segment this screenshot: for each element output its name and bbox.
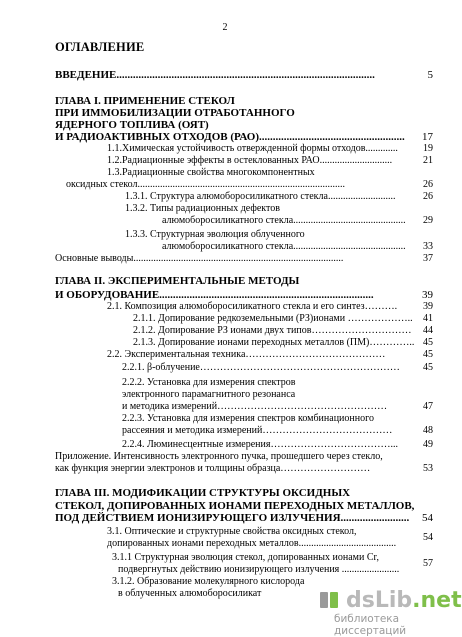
toc-page-2-2: 45 xyxy=(423,349,433,360)
toc-entry-introduction: ВВЕДЕНИЕ.............................................................................................. xyxy=(55,69,375,81)
toc-chapter1-line3: ЯДЕРНОГО ТОПЛИВА (ОЯТ) xyxy=(55,119,209,131)
toc-entry-3-1-1-line2: подвергнутых действию ионизирующего излучения ....................... xyxy=(118,564,400,575)
toc-entry-1-3-line1: 1.3.Радиационные свойства многокомпонентных xyxy=(107,167,315,178)
toc-page-conclusions: 37 xyxy=(423,253,433,264)
toc-entry-2-2-3-line1: 2.2.3. Установка для измерения спектров комбинационного xyxy=(122,413,374,424)
toc-page-2-2-4: 49 xyxy=(423,439,433,450)
toc-page-2-1: 39 xyxy=(423,301,433,312)
toc-page-chapter2: 39 xyxy=(422,289,433,301)
toc-entry-2-2-3-line2: рассеяния и методика измерений………………………………… xyxy=(122,425,393,436)
toc-page-3-1-1: 57 xyxy=(423,558,433,569)
watermark-brand-suffix: .net xyxy=(412,588,462,613)
toc-chapter3-line1: ГЛАВА III. МОДИФИКАЦИИ СТРУКТУРЫ ОКСИДНЫХ xyxy=(55,487,351,499)
toc-entry-3-1-line2: допированных ионами переходных металлов....................................... xyxy=(107,538,397,549)
toc-entry-1-3-1: 1.3.1. Структура алюмоборосиликатного стекла........................... xyxy=(125,191,396,202)
toc-page-introduction: 5 xyxy=(427,69,433,81)
toc-entry-2-2: 2.2. Экспериментальная техника…………………………………… xyxy=(107,349,386,360)
toc-entry-2-2-2-line2: электронного парамагнитного резонанса xyxy=(122,389,296,400)
toc-page-2-1-2: 44 xyxy=(423,325,433,336)
toc-heading: ОГЛАВЛЕНИЕ xyxy=(55,40,145,54)
toc-entry-2-2-2-line1: 2.2.2. Установка для измерения спектров xyxy=(122,377,296,388)
toc-page-1-3-2: 29 xyxy=(423,215,433,226)
toc-entry-conclusions: Основные выводы.................................................................................... xyxy=(55,253,344,264)
toc-entry-appendix-line1: Приложение. Интенсивность электронного пучка, прошедшего через стекло, xyxy=(55,451,383,462)
toc-entry-2-2-4: 2.2.4. Люминесцентные измерения………………………………... xyxy=(122,439,398,450)
toc-entry-1-3-2-line1: 1.3.2. Типы радиационных дефектов xyxy=(125,203,280,214)
toc-page-1-3: 26 xyxy=(423,179,433,190)
dslib-logo-icon xyxy=(318,588,342,612)
toc-entry-2-2-1: 2.2.1. β-облучение…………………………………………………… xyxy=(122,362,400,373)
toc-page-3-1: 54 xyxy=(423,532,433,543)
toc-chapter1-line1: ГЛАВА I. ПРИМЕНЕНИЕ СТЕКОЛ xyxy=(55,95,235,107)
toc-page-1-3-3: 33 xyxy=(423,241,433,252)
toc-page-1-2: 21 xyxy=(423,155,433,166)
toc-chapter1-line2: ПРИ ИММОБИЛИЗАЦИИ ОТРАБОТАННОГО xyxy=(55,107,295,119)
toc-entry-2-1: 2.1. Композиция алюмоборосиликатного стекла и его синтез………. xyxy=(107,301,398,312)
toc-chapter3-line2: СТЕКОЛ, ДОПИРОВАННЫХ ИОНАМИ ПЕРЕХОДНЫХ МЕТАЛЛОВ, xyxy=(55,500,415,512)
toc-entry-2-2-2-line3: и методика измерений…………………………………………… xyxy=(122,401,388,412)
toc-entry-appendix-line2: как функция энергии электронов и толщины образца……………………… xyxy=(55,463,371,474)
toc-entry-2-1-3: 2.1.3. Допирование ионами переходных металлов (ПМ)………….. xyxy=(133,337,415,348)
toc-entry-3-1-2-line2: в облученных алюмоборосиликат xyxy=(118,588,262,599)
page-number: 2 xyxy=(222,22,228,33)
toc-entry-3-1-1-line1: 3.1.1 Структурная эволюция стекол, допированных ионами Cr, xyxy=(112,552,379,563)
toc-page-chapter3: 54 xyxy=(422,512,433,524)
toc-page-appendix: 53 xyxy=(423,463,433,474)
watermark-brand-main: dsLib xyxy=(346,588,413,613)
toc-page-1-1: 19 xyxy=(423,143,433,154)
toc-page-1-3-1: 26 xyxy=(423,191,433,202)
toc-chapter2-line1: ГЛАВА II. ЭКСПЕРИМЕНТАЛЬНЫЕ МЕТОДЫ xyxy=(55,275,300,287)
watermark-brand xyxy=(346,588,462,613)
toc-chapter1-line4: И РАДИОАКТИВНЫХ ОТХОДОВ (РАО)..................................................... xyxy=(55,131,405,143)
toc-page-2-2-2: 47 xyxy=(423,401,433,412)
toc-chapter3-line3: ПОД ДЕЙСТВИЕМ ИОНИЗИРУЮЩЕГО ИЗЛУЧЕНИЯ......................... xyxy=(55,512,410,524)
toc-entry-1-3-3-line2: алюмоборосиликатного стекла............................................. xyxy=(162,241,406,252)
toc-page-chapter1: 17 xyxy=(422,131,433,143)
toc-entry-1-3-line2: оксидных стекол................................................................................... xyxy=(66,179,346,190)
toc-entry-2-1-1: 2.1.1. Допирование редкоземельными (РЗ)ионами ……………….. xyxy=(133,313,413,324)
toc-entry-1-1: 1.1.Химическая устойчивость отвержденной формы отходов............. xyxy=(107,143,398,154)
toc-page-2-1-3: 45 xyxy=(423,337,433,348)
toc-entry-3-1-2-line1: 3.1.2. Образование молекулярного кислорода xyxy=(112,576,305,587)
toc-entry-3-1-line1: 3.1. Оптические и структурные свойства оксидных стекол, xyxy=(107,526,357,537)
toc-entry-1-3-3-line1: 1.3.3. Структурная эволюция облученного xyxy=(125,229,305,240)
toc-page-2-2-1: 45 xyxy=(423,362,433,373)
toc-entry-1-3-2-line2: алюмоборосиликатного стекла............................................. xyxy=(162,215,406,226)
toc-entry-1-2: 1.2.Радиационные эффекты в остеклованных РАО............................. xyxy=(107,155,393,166)
toc-chapter2-line2: И ОБОРУДОВАНИЕ.............................................................................. xyxy=(55,289,374,301)
toc-page-2-2-3: 48 xyxy=(423,425,433,436)
watermark-subtitle: библиотека диссертаций xyxy=(334,613,407,637)
toc-page-2-1-1: 41 xyxy=(423,313,433,324)
toc-entry-2-1-2: 2.1.2. Допирование РЗ ионами двух типов………………………… xyxy=(133,325,412,336)
